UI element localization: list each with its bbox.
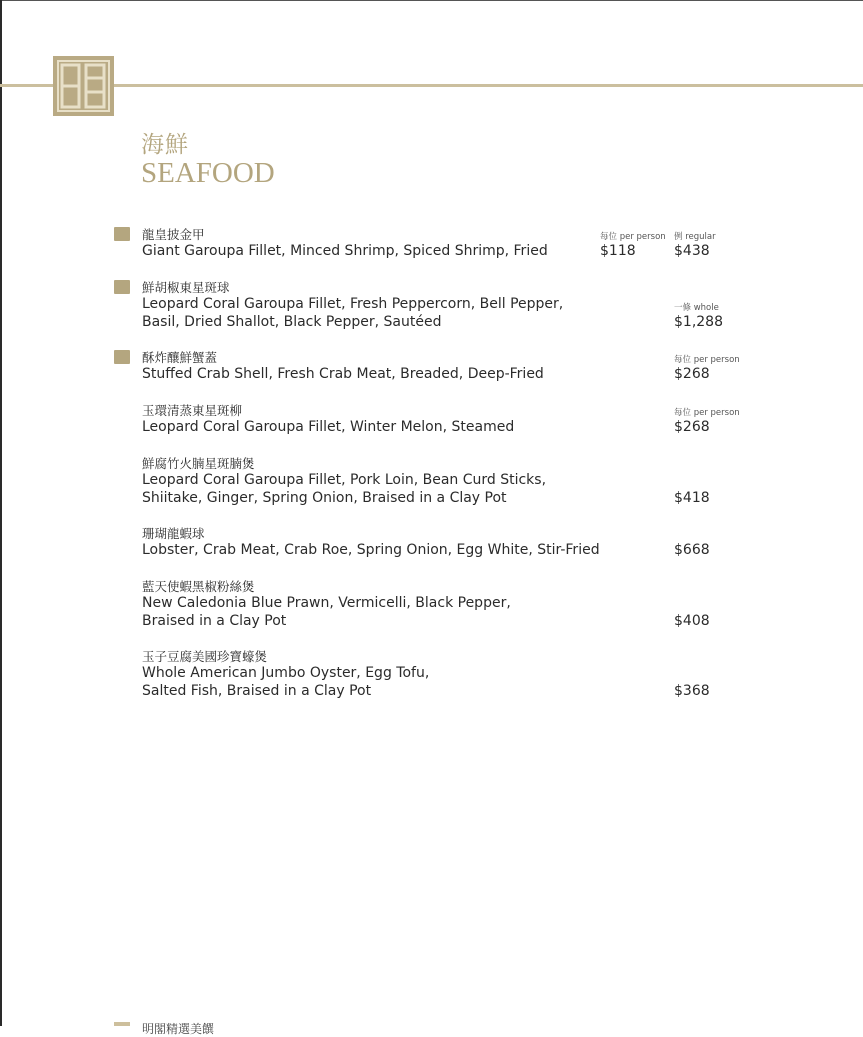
dish-name-chinese: 珊瑚龍蝦球 (142, 526, 205, 541)
dish-description: Lobster, Crab Meat, Crab Roe, Spring Onion, Egg White, Stir-Fried (142, 542, 600, 558)
ming-signature-icon (114, 227, 130, 241)
dish-description: Giant Garoupa Fillet, Minced Shrimp, Spiced Shrimp, Fried (142, 243, 548, 259)
dish-name-chinese: 玉子豆腐美國珍寶蠔煲 (142, 649, 268, 664)
price-label: 例 regular (674, 232, 716, 242)
price: $118 (600, 243, 636, 259)
page-left-edge (0, 0, 2, 1026)
section-title-chinese: 海鮮 (141, 132, 189, 158)
ming-signature-icon (114, 1022, 130, 1026)
price: $418 (674, 490, 710, 506)
price-label: 每位 per person (674, 355, 740, 365)
dish-name-chinese: 鮮胡椒東星斑球 (142, 280, 230, 295)
page-top-edge (0, 0, 863, 1)
price: $438 (674, 243, 710, 259)
dish-description: New Caledonia Blue Prawn, Vermicelli, Black Pepper, (142, 595, 511, 611)
price-label: 每位 per person (674, 408, 740, 418)
next-section-heading-partial: 明閣精選美饌 (142, 1022, 215, 1036)
section-title-english: SEAFOOD (141, 157, 275, 189)
price-label: 每位 per person (600, 232, 666, 242)
ming-signature-icon (114, 350, 130, 364)
ming-signature-icon (114, 280, 130, 294)
dish-description: Stuffed Crab Shell, Fresh Crab Meat, Breaded, Deep-Fried (142, 366, 544, 382)
price: $268 (674, 419, 710, 435)
dish-description: Braised in a Clay Pot (142, 613, 287, 629)
dish-description: Leopard Coral Garoupa Fillet, Pork Loin, Bean Curd Sticks, (142, 472, 547, 488)
dish-name-chinese: 龍皇披金甲 (142, 227, 205, 242)
dish-description: Leopard Coral Garoupa Fillet, Fresh Peppercorn, Bell Pepper, (142, 296, 564, 312)
ming-court-logo-icon (53, 56, 114, 116)
price-label: 一條 whole (674, 303, 719, 313)
dish-description: Whole American Jumbo Oyster, Egg Tofu, (142, 665, 430, 681)
dish-description: Salted Fish, Braised in a Clay Pot (142, 683, 372, 699)
dish-name-chinese: 藍天使蝦黑椒粉絲煲 (142, 579, 255, 594)
price: $668 (674, 542, 710, 558)
price: $268 (674, 366, 710, 382)
header-rule (0, 84, 863, 87)
price: $408 (674, 613, 710, 629)
price: $368 (674, 683, 710, 699)
price: $1,288 (674, 314, 723, 330)
dish-description: Shiitake, Ginger, Spring Onion, Braised in a Clay Pot (142, 490, 507, 506)
dish-description: Basil, Dried Shallot, Black Pepper, Sautéed (142, 314, 442, 330)
dish-description: Leopard Coral Garoupa Fillet, Winter Melon, Steamed (142, 419, 515, 435)
dish-name-chinese: 酥炸釀鮮蟹蓋 (142, 350, 218, 365)
dish-name-chinese: 玉環清蒸東星斑柳 (142, 403, 243, 418)
dish-name-chinese: 鮮腐竹火腩星斑腩煲 (142, 456, 255, 471)
